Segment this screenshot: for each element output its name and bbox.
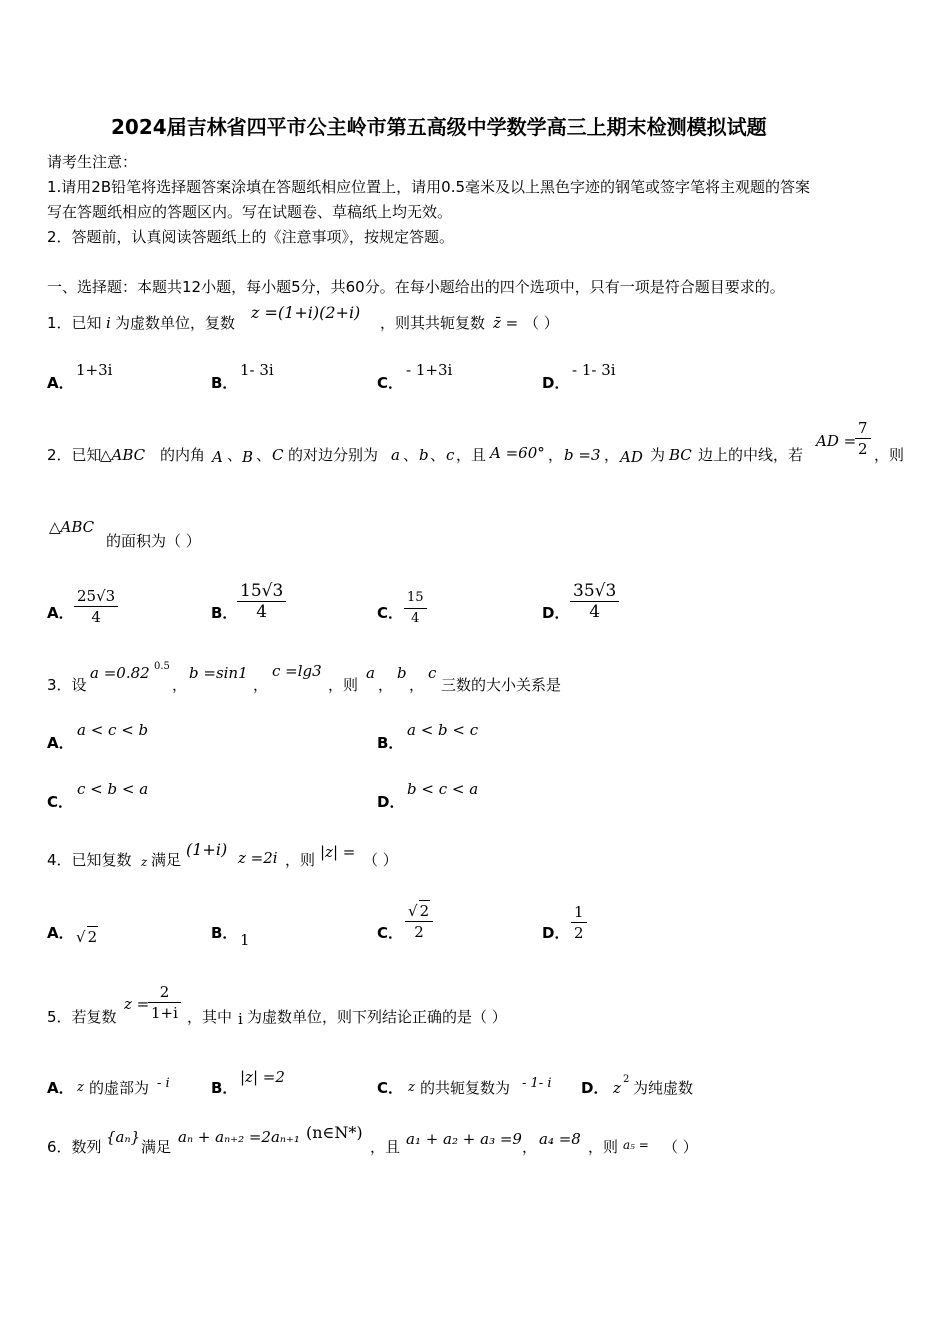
question-text: ， (522, 1138, 538, 1156)
question-text: ， (253, 676, 269, 694)
question-text: ，则 (328, 676, 359, 694)
option-label: A． (47, 924, 74, 942)
math-inline: A =60° (490, 444, 545, 462)
fraction-denominator: 4 (91, 608, 101, 626)
question-text: ，则 (588, 1138, 619, 1156)
fraction-denominator: 2 (858, 440, 868, 458)
sqrt-radicand: 2 (419, 902, 430, 920)
exponent: 2 (623, 1074, 630, 1085)
math-inline: (1+i) (186, 840, 228, 859)
option-label: D． (542, 374, 570, 392)
fraction-numerator: 15√3 (237, 581, 286, 602)
fraction-numerator: 25√3 (74, 586, 118, 607)
math-inline: C (272, 446, 284, 464)
math-inline: a₁ + a₂ + a₃ =9 (406, 1130, 522, 1148)
notice-line: 1.请用2B铅笔将选择题答案涂填在答题纸相应位置上，请用0.5毫米及以上黑色字迹的钢笔或签字笔将主观题的答案 (47, 178, 811, 196)
question-text: ，则 (874, 446, 905, 464)
math-inline: b (419, 446, 429, 464)
option-a: 1+3i (76, 361, 113, 379)
option-c (404, 588, 427, 629)
math-inline: z (613, 1079, 621, 1097)
math-inline: c (428, 664, 437, 682)
option-label: B． (211, 374, 238, 392)
option-c: c < b < a (77, 780, 149, 798)
math-inline: z =2i (238, 849, 278, 867)
notice-line: 写在答题纸相应的答题区内。写在试题卷、草稿纸上均无效。 (47, 203, 453, 221)
math-inline: z =(1+i)(2+i) (251, 303, 361, 322)
math-inline: z (408, 1080, 415, 1095)
option-c (405, 900, 433, 942)
question-text: 满足 (151, 851, 182, 869)
fraction-numerator: 1 (571, 902, 587, 923)
option-label: B． (211, 604, 238, 622)
section-heading: 一、选择题：本题共12小题，每小题5分，共60分。在每小题给出的四个选项中，只有一项是符合题目要求的。 (47, 278, 785, 296)
exponent: 0.5 (154, 661, 170, 672)
fraction-denominator: 2 (574, 924, 584, 942)
question-text: 1．已知 (47, 314, 102, 332)
fraction (148, 982, 181, 1023)
question-text: ，则 (285, 851, 316, 869)
option-label: D． (542, 604, 570, 622)
option-a: √ 2 (76, 928, 98, 946)
math-inline: z (141, 855, 148, 869)
fraction-numerator: 2 (148, 982, 181, 1003)
math-inline: c =lg3 (272, 662, 322, 680)
question-text: 2．已知 (47, 446, 102, 464)
question-text: ，且 (456, 446, 487, 464)
question-text: 4．已知复数 (47, 851, 132, 869)
question-text: （ ） (363, 851, 398, 869)
question-text: 满足 (141, 1138, 172, 1156)
question-text: 、 (403, 446, 419, 464)
question-text: 三数的大小关系是 (441, 676, 562, 694)
option-label: A． (47, 604, 74, 622)
question-text: 边上的中线，若 (698, 446, 804, 464)
option-label: A． (47, 374, 74, 392)
sqrt-radicand: 2 (87, 928, 98, 946)
question-text: ，则其共轭复数 (380, 314, 486, 332)
option-a: 的虚部为 (89, 1079, 150, 1097)
notice-line: 2．答题前，认真阅读答题纸上的《注意事项》，按规定答题。 (47, 228, 455, 246)
math-inline: i (238, 1010, 243, 1028)
question-text: 5．若复数 (47, 1008, 117, 1026)
math-inline: △ABC (100, 446, 146, 464)
fraction (855, 418, 871, 459)
option-c: 的共轭复数为 (420, 1079, 511, 1097)
option-label: D． (377, 793, 405, 811)
option-label: B． (377, 734, 404, 752)
math-inline: a (391, 446, 400, 464)
option-label: C． (377, 924, 404, 942)
option-a (74, 586, 118, 627)
question-text: ， (378, 676, 394, 694)
question-text: 为虚数单位，则下列结论正确的是（ ） (247, 1008, 507, 1026)
question-text: ， (172, 676, 188, 694)
fraction-denominator: 2 (414, 923, 424, 941)
question-text: 为 (650, 446, 666, 464)
fraction-denominator: 4 (589, 602, 601, 622)
fraction-numerator: 7 (855, 418, 871, 439)
question-text: 的内角 (160, 446, 206, 464)
fraction-numerator: 15 (404, 588, 427, 609)
option-label: D． (542, 924, 570, 942)
option-label: C． (47, 793, 74, 811)
option-b: a < b < c (407, 721, 479, 739)
math-inline: AD (620, 448, 643, 466)
question-text: ， (409, 676, 425, 694)
math-inline: |z| = (320, 843, 356, 861)
math-inline: (n∈N*) (306, 1123, 363, 1142)
question-text: ，且 (370, 1138, 401, 1156)
math-inline: - 1- i (522, 1076, 552, 1091)
question-text: （ ） (524, 314, 559, 332)
fraction-numerator: √ 2 (405, 900, 433, 922)
math-inline: aₙ + aₙ₊₂ =2aₙ₊₁ (178, 1128, 300, 1146)
option-d: - 1- 3i (572, 361, 616, 379)
page-title: 2024届吉林省四平市公主岭市第五高级中学数学高三上期末检测模拟试题 (111, 115, 767, 139)
question-text: ， (604, 446, 620, 464)
option-b (237, 581, 286, 622)
question-text: 、 (430, 446, 446, 464)
notice-heading: 请考生注意： (47, 153, 138, 171)
math-inline: b =sin1 (189, 664, 248, 682)
math-inline: a₅ = (623, 1138, 649, 1152)
option-label: C． (377, 604, 404, 622)
question-text: （ ） (663, 1138, 698, 1156)
option-label: A． (47, 1079, 74, 1097)
math-inline: z (77, 1080, 84, 1095)
math-inline: i (106, 314, 111, 332)
question-text: 的对边分别为 (288, 446, 379, 464)
math-inline: △ABC (49, 518, 95, 536)
option-c: - 1+3i (406, 361, 453, 379)
math-inline: - i (157, 1076, 170, 1091)
question-text: ，其中 (187, 1008, 233, 1026)
math-inline: a =0.82 (90, 664, 150, 682)
math-inline: b (397, 664, 407, 682)
math-inline: AD = (816, 432, 857, 450)
math-inline: A (212, 448, 223, 466)
fraction-denominator: 1+i (151, 1004, 178, 1022)
math-inline: c (446, 446, 455, 464)
option-b: |z| =2 (240, 1068, 285, 1086)
option-b: 1- 3i (240, 361, 274, 379)
math-inline: {aₙ} (106, 1128, 141, 1146)
option-label: B． (211, 924, 238, 942)
fraction-denominator: 4 (411, 611, 420, 626)
question-text: ， (548, 446, 564, 464)
math-inline: a (366, 664, 375, 682)
option-label: C． (377, 1079, 404, 1097)
question-text: 的面积为（ ） (106, 532, 201, 550)
option-b: 1 (240, 931, 250, 949)
option-a: a < c < b (77, 721, 149, 739)
math-inline: b =3 (564, 446, 601, 464)
option-label: A． (47, 734, 74, 752)
option-d: b < c < a (407, 780, 479, 798)
option-label: B． (211, 1079, 238, 1097)
math-inline: B (242, 448, 254, 466)
option-label: C． (377, 374, 404, 392)
fraction-numerator: 35√3 (570, 581, 619, 602)
option-label: D． (581, 1079, 609, 1097)
question-text: 、 (227, 446, 243, 464)
math-inline: z = (124, 995, 150, 1013)
option-d (571, 902, 587, 943)
math-inline: BC (669, 446, 692, 464)
math-inline: z̄ = (493, 314, 519, 332)
option-d (570, 581, 619, 622)
math-inline: a₄ =8 (539, 1130, 581, 1148)
question-text: 6．数列 (47, 1138, 102, 1156)
option-d: 为纯虚数 (633, 1079, 694, 1097)
question-text: 、 (256, 446, 272, 464)
question-text: 为虚数单位，复数 (115, 314, 236, 332)
question-text: 3．设 (47, 676, 87, 694)
fraction-denominator: 4 (256, 602, 268, 622)
